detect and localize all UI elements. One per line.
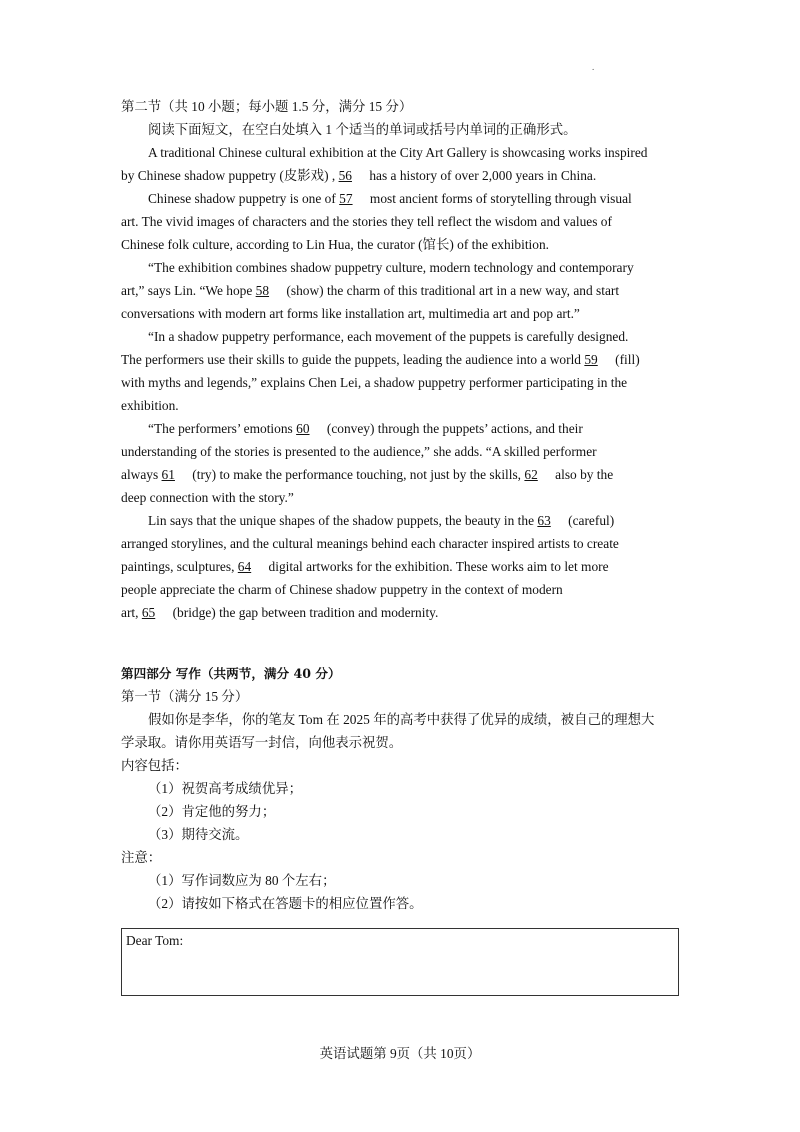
passage-line: deep connection with the story.” (121, 490, 294, 505)
notes-label: 注意： (121, 850, 162, 865)
scan-mark: . (592, 62, 595, 72)
blank-57[interactable]: 57 (339, 191, 353, 206)
passage-line: art, 65 (bridge) the gap between tradition and modernity. (121, 605, 439, 620)
section-heading: 第二节（共 10 小题；每小题 1.5 分，满分 15 分） (121, 99, 413, 114)
passage-line: arranged storylines, and the cultural meanings behind each character inspired artists to create (121, 536, 619, 551)
content-item: （1）祝贺高考成绩优异； (148, 781, 302, 796)
passage-line: The performers use their skills to guide the puppets, leading the audience into a world 59 (fill) (121, 352, 640, 367)
passage-line: A traditional Chinese cultural exhibition at the City Art Gallery is showcasing works inspired (148, 145, 648, 160)
blank-64[interactable]: 64 (237, 559, 252, 574)
writing-section-heading: 第一节（满分 15 分） (121, 689, 249, 704)
blank-63[interactable]: 63 (537, 513, 551, 528)
blank-61[interactable]: 61 (161, 467, 175, 482)
section-instruction: 阅读下面短文，在空白处填入 1 个适当的单词或括号内单词的正确形式。 (148, 122, 577, 137)
content-item: （2）肯定他的努力； (148, 804, 276, 819)
page-footer: 英语试题第 9页（共 10页） (319, 1046, 481, 1061)
passage-line: Chinese folk culture, according to Lin Hua, the curator (馆长) of the exhibition. (121, 237, 550, 252)
blank-58[interactable]: 58 (255, 283, 270, 298)
passage-line: understanding of the stories is presented to the audience,” she adds. “A skilled performer (121, 444, 597, 459)
blank-56[interactable]: 56 (338, 168, 352, 183)
passage-line: “The performers’ emotions 60 (convey) through the puppets’ actions, and their (148, 421, 583, 436)
content-item: （3）期待交流。 (148, 827, 249, 842)
note-item: （2）请按如下格式在答题卡的相应位置作答。 (148, 896, 423, 911)
blank-65[interactable]: 65 (141, 605, 156, 620)
exam-page (121, 0, 681, 915)
passage-line: people appreciate the charm of Chinese shadow puppetry in the context of modern (121, 582, 563, 597)
passage-line: Chinese shadow puppetry is one of 57 most ancient forms of storytelling through visual (148, 191, 632, 206)
passage-line: paintings, sculptures, 64 digital artworks for the exhibition. These works aim to let more (121, 559, 609, 574)
blank-60[interactable]: 60 (296, 421, 310, 436)
note-item: （1）写作词数应为 80 个左右； (148, 873, 336, 888)
blank-59[interactable]: 59 (584, 352, 598, 367)
passage-line: always 61 (try) to make the performance touching, not just by the skills, 62 also by the (121, 467, 614, 482)
passage-line: with myths and legends,” explains Chen Lei, a shadow puppetry performer participating in the (121, 375, 628, 390)
passage-line: exhibition. (121, 398, 179, 413)
letter-salutation: Dear Tom: (126, 933, 184, 948)
passage-line: Lin says that the unique shapes of the shadow puppets, the beauty in the 63 (careful) (148, 513, 615, 528)
content-label: 内容包括： (121, 758, 188, 773)
passage-line: “In a shadow puppetry performance, each movement of the puppets is carefully designed. (148, 329, 629, 344)
passage-line: art,” says Lin. “We hope 58 (show) the charm of this traditional art in a new way, and start (121, 283, 620, 298)
passage-line: “The exhibition combines shadow puppetry culture, modern technology and contemporary (148, 260, 634, 275)
passage-line: art. The vivid images of characters and the stories they tell reflect the wisdom and values of (121, 214, 612, 229)
writing-prompt: 学录取。请你用英语写一封信，向他表示祝贺。 (121, 735, 403, 750)
passage-line: conversations with modern art forms like installation art, multimedia art and pop art.” (121, 306, 580, 321)
answer-box[interactable] (121, 928, 679, 996)
writing-prompt: 假如你是李华，你的笔友 Tom 在 2025 年的高考中获得了优异的成绩，被自己的理想大 (148, 712, 655, 727)
passage-line: by Chinese shadow puppetry (皮影戏) , 56 has a history of over 2,000 years in China. (121, 168, 597, 183)
blank-62[interactable]: 62 (524, 467, 538, 482)
part4-heading: 第四部分 写作（共两节，满分 40 分） (121, 666, 341, 681)
